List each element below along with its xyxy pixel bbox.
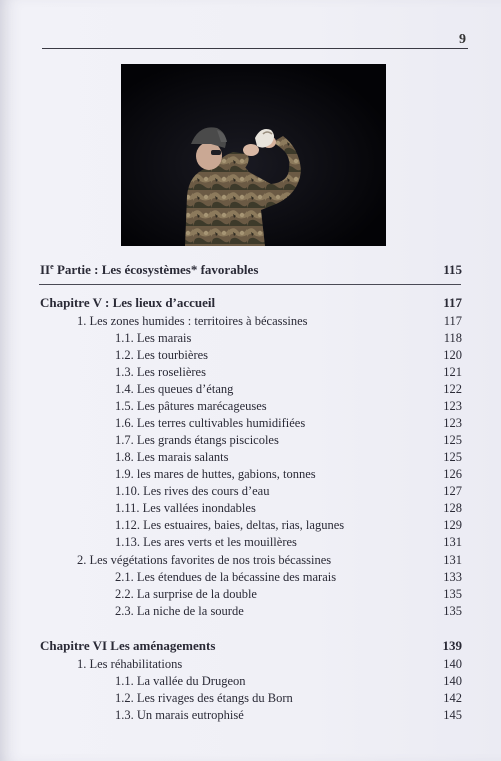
toc-entry-label: 1.9. les mares de huttes, gabions, tonnes bbox=[115, 467, 316, 481]
toc-entry[interactable] bbox=[115, 707, 460, 723]
toc-entry-page: 140 bbox=[443, 674, 462, 688]
chapter-heading[interactable] bbox=[40, 638, 460, 654]
toc-entry-label: 1.4. Les queues d’étang bbox=[115, 382, 234, 396]
chapter-page: 139 bbox=[442, 638, 462, 653]
toc-entry-label: 2. Les végétations favorites de nos trois bécassines bbox=[77, 553, 332, 567]
toc-entry-label: 1.2. Les rivages des étangs du Born bbox=[115, 691, 293, 705]
toc-entry-label: 1.1. La vallée du Drugeon bbox=[115, 674, 246, 688]
toc-entry[interactable] bbox=[77, 552, 460, 568]
toc-entry-label: 1.5. Les pâtures marécageuses bbox=[115, 399, 267, 413]
toc-entry-label: 1.11. Les vallées inondables bbox=[115, 501, 256, 515]
toc-entry[interactable] bbox=[77, 656, 460, 672]
toc-entry-page: 118 bbox=[443, 331, 462, 345]
toc-entry-page: 135 bbox=[443, 587, 462, 601]
toc-entry-page: 120 bbox=[443, 348, 462, 362]
toc-entry[interactable] bbox=[115, 534, 460, 550]
toc-entry-page: 131 bbox=[443, 553, 462, 567]
toc-entry[interactable] bbox=[115, 398, 460, 414]
toc-entry-page: 123 bbox=[443, 416, 462, 430]
toc-entry-label: 1.8. Les marais salants bbox=[115, 450, 229, 464]
part-roman: II bbox=[40, 262, 51, 277]
toc-entry[interactable] bbox=[115, 603, 460, 619]
toc-entry-label: 2.1. Les étendues de la bécassine des marais bbox=[115, 570, 337, 584]
toc-entry[interactable] bbox=[115, 432, 460, 448]
toc-entry-label: 1. Les zones humides : territoires à bécassines bbox=[77, 314, 308, 328]
toc-entry[interactable] bbox=[115, 673, 460, 689]
toc-entry-label: 1.1. Les marais bbox=[115, 331, 192, 345]
toc-entry[interactable] bbox=[115, 466, 460, 482]
toc-entry-label: 1.2. Les tourbières bbox=[115, 348, 209, 362]
toc-entry-page: 145 bbox=[443, 708, 462, 722]
toc-entry[interactable] bbox=[115, 449, 460, 465]
chapter-title: Chapitre VI Les aménagements bbox=[40, 638, 216, 653]
toc-entry-page: 131 bbox=[443, 535, 462, 549]
chapter-heading[interactable] bbox=[40, 295, 460, 311]
toc-entry[interactable] bbox=[115, 586, 460, 602]
toc-entry-page: 121 bbox=[443, 365, 462, 379]
part-heading[interactable] bbox=[40, 262, 460, 278]
part-roman-sup: e bbox=[50, 262, 54, 271]
toc-entry[interactable] bbox=[115, 347, 460, 363]
toc-entry[interactable] bbox=[115, 381, 460, 397]
part-title: Partie : Les écosystèmes* favorables bbox=[53, 262, 259, 277]
toc-entry[interactable] bbox=[115, 330, 460, 346]
toc-entry-page: 125 bbox=[443, 450, 462, 464]
toc-entry-page: 140 bbox=[443, 657, 462, 671]
toc-entry-page: 122 bbox=[443, 382, 462, 396]
toc-entry[interactable] bbox=[115, 517, 460, 533]
toc-entry-page: 126 bbox=[443, 467, 462, 481]
chapter-title: Chapitre V : Les lieux d’accueil bbox=[40, 295, 216, 310]
toc-entry-label: 1.3. Les roselières bbox=[115, 365, 206, 379]
toc-entry-label: 1. Les réhabilitations bbox=[77, 657, 183, 671]
separator bbox=[39, 284, 461, 285]
toc-entry-page: 128 bbox=[443, 501, 462, 515]
toc-entry-label: 2.2. La surprise de la double bbox=[115, 587, 257, 601]
toc-entry[interactable] bbox=[115, 569, 460, 585]
page-number: 9 bbox=[459, 32, 466, 47]
toc-entry[interactable] bbox=[115, 483, 460, 499]
toc-entry-label: 2.3. La niche de la sourde bbox=[115, 604, 244, 618]
toc-entry-page: 142 bbox=[443, 691, 462, 705]
toc-entry[interactable] bbox=[115, 500, 460, 516]
toc-entry-label: 1.13. Les ares verts et les mouillères bbox=[115, 535, 297, 549]
toc-entry[interactable] bbox=[115, 364, 460, 380]
toc-entry-label: 1.6. Les terres cultivables humidifiées bbox=[115, 416, 306, 430]
toc-entry-page: 135 bbox=[443, 604, 462, 618]
part-page: 115 bbox=[443, 262, 462, 277]
toc-entry[interactable] bbox=[115, 690, 460, 706]
toc-entry-label: 1.7. Les grands étangs piscicoles bbox=[115, 433, 279, 447]
toc-entry-page: 129 bbox=[443, 518, 462, 532]
toc-entry-label: 1.10. Les rives des cours d’eau bbox=[115, 484, 270, 498]
toc-entry-label: 1.3. Un marais eutrophisé bbox=[115, 708, 244, 722]
chapter-page: 117 bbox=[443, 295, 462, 310]
toc-entry-page: 117 bbox=[443, 314, 462, 328]
toc-entry-page: 125 bbox=[443, 433, 462, 447]
toc-entry-page: 127 bbox=[443, 484, 462, 498]
toc-entry-page: 123 bbox=[443, 399, 462, 413]
toc-entry[interactable] bbox=[77, 313, 460, 329]
toc-entry-page: 133 bbox=[443, 570, 462, 584]
toc-entry-label: 1.12. Les estuaires, baies, deltas, rias, lagunes bbox=[115, 518, 345, 532]
toc-entry[interactable] bbox=[115, 415, 460, 431]
